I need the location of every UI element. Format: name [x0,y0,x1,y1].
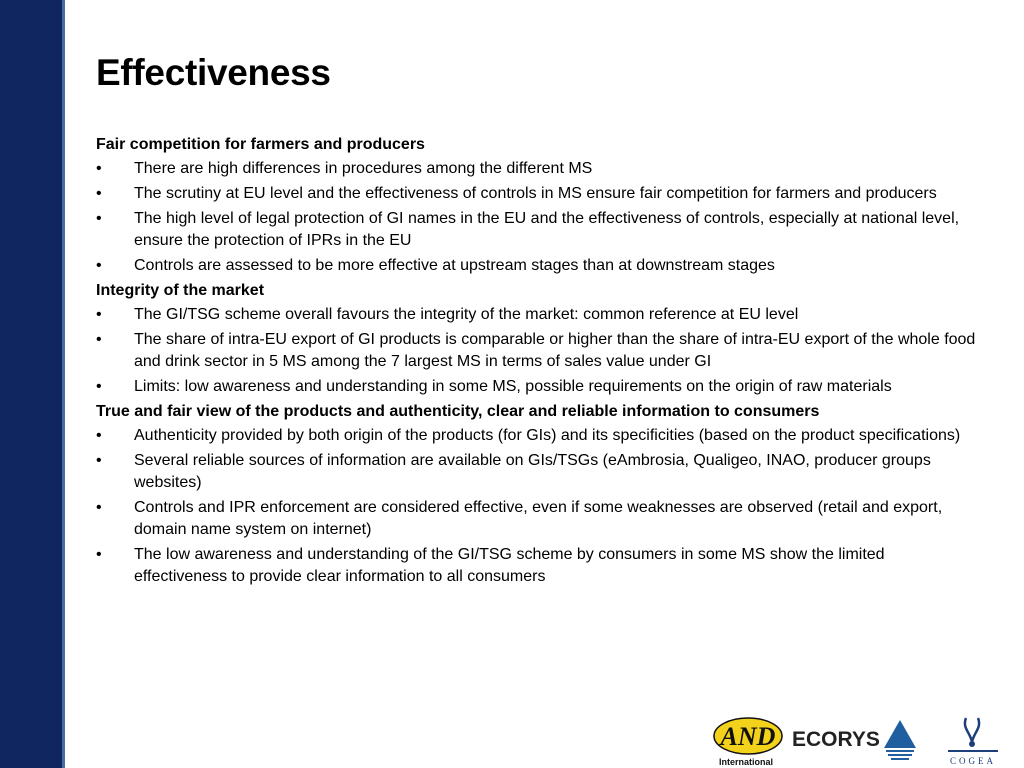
section-heading: True and fair view of the products and authenticity, clear and reliable information to consumers [96,403,820,420]
bullet-icon: • [96,499,102,516]
bullet-icon: • [96,257,102,274]
bullet-icon: • [96,378,102,395]
list-item-text: The share of intra-EU export of GI products is comparable or higher than the share of intra-EU export of the whole food and drink sector in 5 MS among the 7 largest MS in terms of sales value under GI [134,331,976,370]
list-item [96,208,981,252]
list-item [96,450,981,494]
list-item [96,544,981,588]
bullet-icon: • [96,160,102,177]
list-item [96,376,981,398]
list-item [96,304,981,326]
list-item [96,255,981,277]
list-item [96,425,981,447]
list-item-text: The scrutiny at EU level and the effectiveness of controls in MS ensure fair competition for farmers and producers [134,185,937,202]
section-heading: Fair competition for farmers and producers [96,136,425,153]
list-item-text: The GI/TSG scheme overall favours the integrity of the market: common reference at EU level [134,306,799,323]
section-heading: Integrity of the market [96,282,265,299]
left-accent-bar [0,0,62,768]
list-item-text: Controls and IPR enforcement are considered effective, even if some weaknesses are observed (retail and export, domain name system on internet) [134,499,943,538]
list-item-text: Limits: low awareness and understanding in some MS, possible requirements on the origin of raw materials [134,378,892,395]
list-item-text: The high level of legal protection of GI names in the EU and the effectiveness of controls, especially at national level, ensure the protection of IPRs in the EU [134,210,960,249]
bullet-icon: • [96,185,102,202]
ecorys-logo [792,716,922,760]
and-logo-subtext: International [718,757,774,767]
list-item [96,329,981,373]
bullet-icon: • [96,210,102,227]
list-item [96,497,981,541]
footer-logos [700,712,1020,768]
list-item-text: Authenticity provided by both origin of the products (for GIs) and its specificities (based on the product specifications) [134,427,961,444]
slide-content [96,132,981,591]
bullet-icon: • [96,427,102,444]
list-item-text: Controls are assessed to be more effective at upstream stages than at downstream stages [134,257,775,274]
list-item-text: There are high differences in procedures among the different MS [134,160,593,177]
left-accent-bar-edge [62,0,65,768]
list-item [96,183,981,205]
and-international-logo [708,712,784,768]
list-item [96,158,981,180]
bullet-icon: • [96,452,102,469]
bullet-icon: • [96,546,102,563]
slide-title: Effectiveness [96,52,331,93]
cogea-logo-text: COGEA [950,756,996,766]
list-item-text: Several reliable sources of information are available on GIs/TSGs (eAmbrosia, Qualigeo, INAO, producer groups websites) [134,452,931,491]
list-item-text: The low awareness and understanding of the GI/TSG scheme by consumers in some MS show the limited effectiveness to provide clear information to all consumers [134,546,885,585]
ecorys-logo-text: ECORYS [792,728,880,751]
bullet-icon: • [96,306,102,323]
and-logo-text: AND [720,722,776,751]
cogea-logo [940,714,1006,766]
bullet-icon: • [96,331,102,348]
